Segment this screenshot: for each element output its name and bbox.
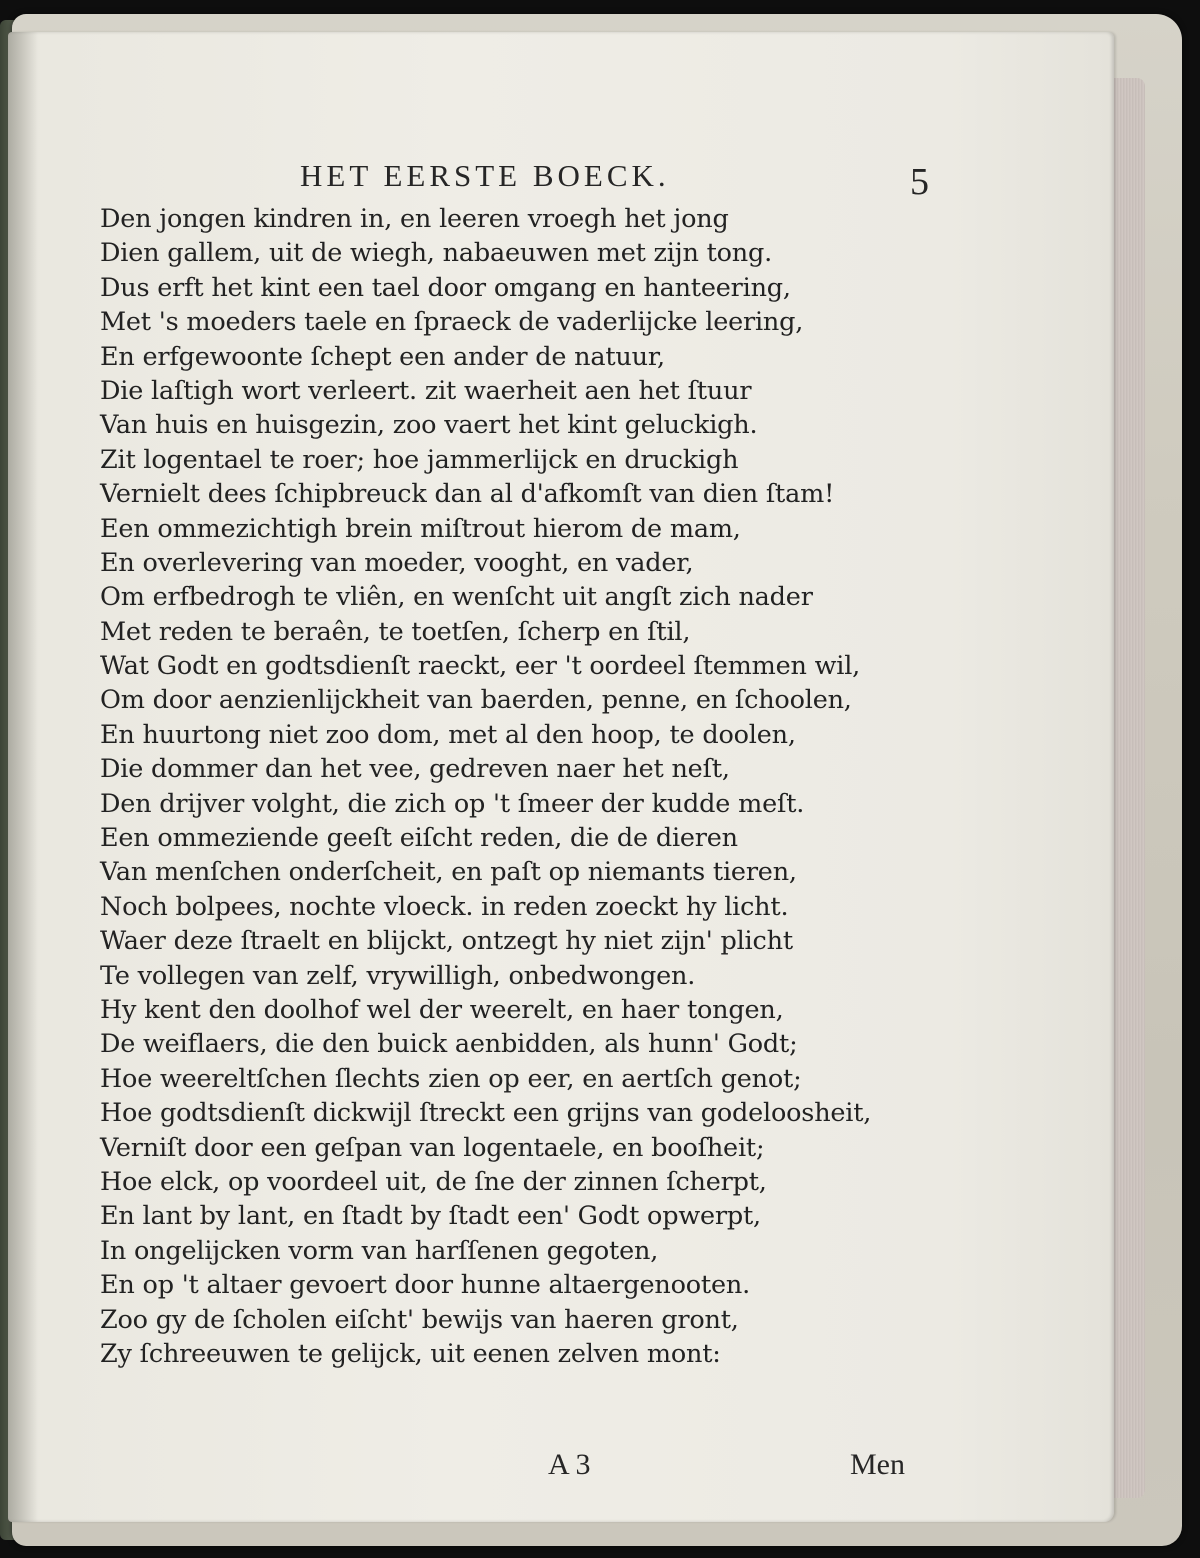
verse-line: En overlevering van moeder, vooght, en vader,: [100, 547, 694, 578]
verse-line: Van huis en huisgezin, zoo vaert het kint geluckigh.: [100, 410, 758, 441]
running-head: HET EERSTE BOECK.: [300, 158, 670, 193]
verse-line: In ongelijcken vorm van harſſenen gegoten,: [100, 1235, 659, 1266]
verse-line: Hy kent den doolhof wel der weerelt, en haer tongen,: [100, 994, 784, 1025]
verse-line: Hoe godtsdienſt dickwijl ſtreckt een grijns van godeloosheit,: [100, 1098, 872, 1129]
verse-line: De weiflaers, die den buick aenbidden, als hunn' Godt;: [100, 1029, 798, 1060]
verse-line: Om erfbedrogh te vliên, en wenſcht uit angſt zich nader: [100, 582, 813, 613]
verse-line: Van menſchen onderſcheit, en paſt op niemants tieren,: [100, 857, 797, 888]
verse-line: Hoe weereltſchen ſlechts zien op eer, en aertſch genot;: [100, 1063, 802, 1094]
verse-line: Den drijver volght, die zich op 't ſmeer der kudde meſt.: [100, 788, 805, 819]
verse-line: Met 's moeders taele en ſpraeck de vaderlijcke leering,: [100, 307, 804, 338]
verse-line: En op 't altaer gevoert door hunne altaergenooten.: [100, 1270, 750, 1301]
verse-line: Hoe elck, op voordeel uit, de ſne der zinnen ſcherpt,: [100, 1166, 767, 1197]
signature-mark: A 3: [548, 1448, 591, 1481]
verse-line: Den jongen kindren in, en leeren vroegh het jong: [100, 204, 729, 234]
verse-line: Dien gallem, uit de wiegh, nabaeuwen met zijn tong.: [100, 238, 773, 269]
verse-line: Die dommer dan het vee, gedreven naer het neſt,: [100, 754, 730, 785]
verse-line: Een ommeziende geeſt eiſcht reden, die de dieren: [100, 823, 738, 854]
verse-line: Noch bolpees, nochte vloeck. in reden zoeckt hy licht.: [100, 891, 789, 922]
verse-line: Waer deze ſtraelt en blijckt, ontzegt hy niet zijn' plicht: [100, 926, 793, 957]
verse-line: Om door aenzienlijckheit van baerden, penne, en ſchoolen,: [100, 685, 852, 716]
page-number: 5: [910, 161, 929, 203]
verse-line: Zit logentael te roer; hoe jammerlijck en druckigh: [100, 444, 739, 475]
verse-line: Te vollegen van zelf, vrywilligh, onbedwongen.: [100, 960, 696, 991]
verse-line: Met reden te beraên, te toetſen, ſcherp en ſtil,: [100, 616, 691, 647]
verse-line: En erfgewoonte ſchept een ander de natuur,: [100, 341, 665, 372]
catchword: Men: [850, 1448, 905, 1481]
verse-text-block: [100, 202, 1000, 1371]
verse-line: Zy ſchreeuwen te gelijck, uit eenen zelven mont:: [100, 1338, 721, 1369]
verse-line: Wat Godt en godtsdienſt raeckt, eer 't oordeel ſtemmen wil,: [100, 651, 861, 682]
verse-line: En huurtong niet zoo dom, met al den hoop, te doolen,: [100, 719, 796, 750]
verse-line: Een ommezichtigh brein miſtrout hierom de mam,: [100, 513, 741, 544]
verse-line: Verniſt door een geſpan van logentaele, en booſheit;: [100, 1132, 765, 1163]
verse-line: En lant by lant, en ſtadt by ſtadt een' Godt opwerpt,: [100, 1201, 761, 1232]
verse-line: Vernielt dees ſchipbreuck dan al d'afkomſt van dien ſtam!: [100, 479, 835, 510]
verse-line: Dus erft het kint een tael door omgang en hanteering,: [100, 272, 791, 303]
verse-line: Die laſtigh wort verleert. zit waerheit aen het ſtuur: [100, 375, 752, 406]
verse-line: Zoo gy de ſcholen eiſcht' bewijs van haeren gront,: [100, 1304, 739, 1335]
